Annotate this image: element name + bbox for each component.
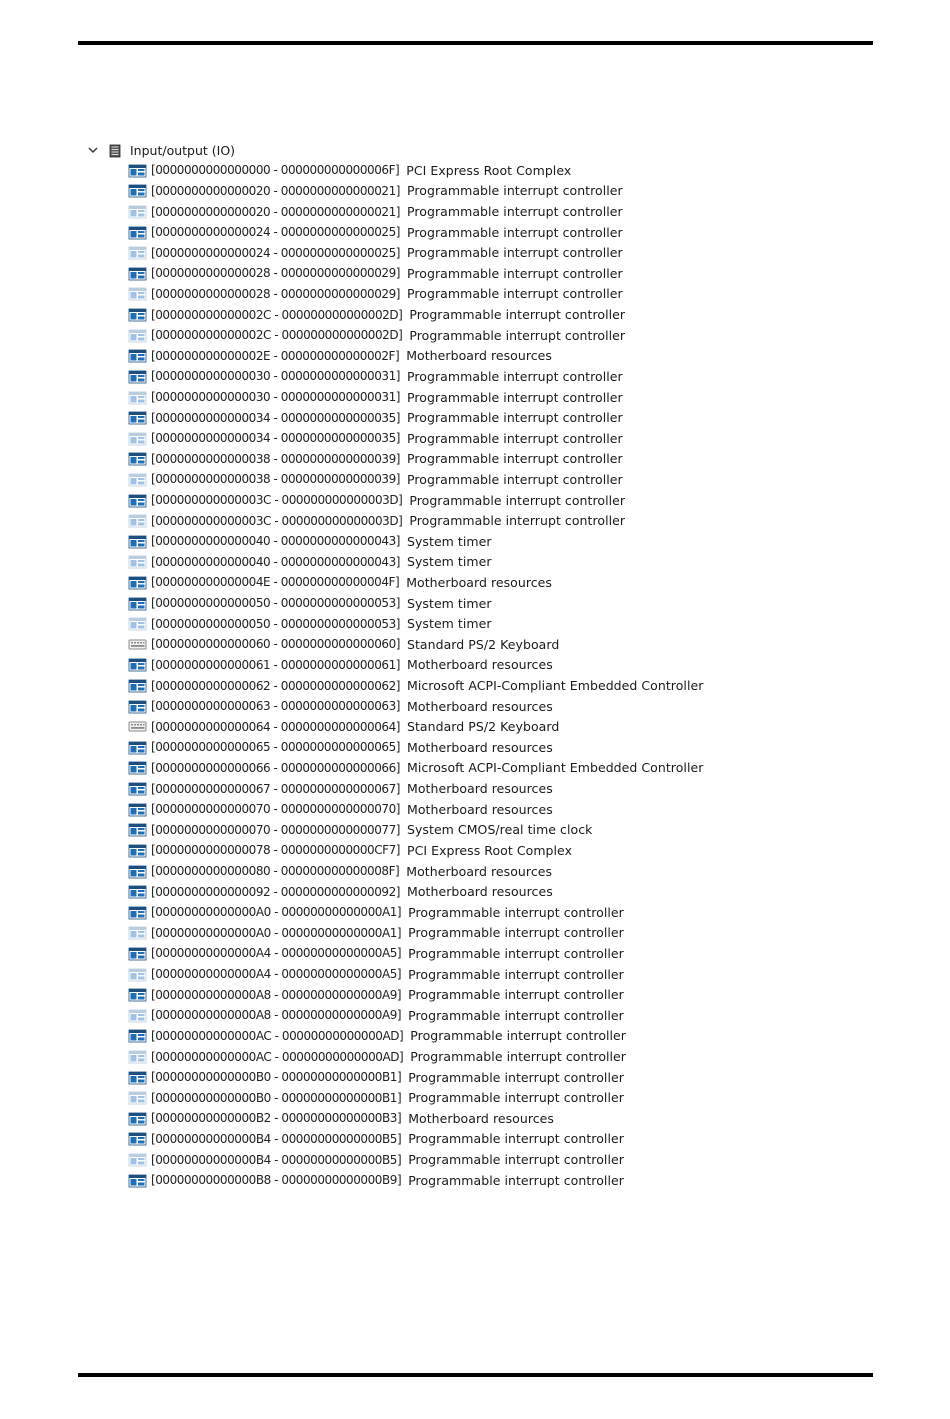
device-name: Programmable interrupt controller [407, 389, 623, 405]
device-name: Programmable interrupt controller [408, 1007, 624, 1023]
device-name: Programmable interrupt controller [408, 1131, 624, 1147]
device-folder-icon [128, 1173, 147, 1188]
device-name: Programmable interrupt controller [409, 307, 626, 323]
io-range: [0000000000000061 - 0000000000000061] [151, 657, 400, 672]
device-folder-faded-icon [128, 390, 147, 405]
io-range: [0000000000000030 - 0000000000000031] [151, 369, 400, 384]
io-range: [0000000000000028 - 0000000000000029] [151, 286, 400, 301]
list-item[interactable] [86, 552, 786, 573]
device-name: Programmable interrupt controller [407, 183, 623, 199]
io-range: [00000000000000A8 - 00000000000000A9] [151, 1008, 402, 1023]
device-folder-icon [128, 493, 147, 508]
io-range: [000000000000003C - 000000000000003D] [151, 513, 403, 528]
device-name: Programmable interrupt controller [408, 1172, 624, 1188]
device-folder-icon [128, 699, 147, 714]
device-name: Programmable interrupt controller [410, 1028, 626, 1044]
device-name: Programmable interrupt controller [407, 265, 623, 281]
device-name: Motherboard resources [406, 348, 552, 364]
io-range: [000000000000004E - 000000000000004F] [151, 575, 400, 590]
list-item[interactable] [86, 407, 786, 428]
device-folder-icon [128, 266, 147, 281]
list-item[interactable] [86, 861, 786, 882]
list-item[interactable] [86, 449, 786, 470]
list-item[interactable] [86, 1067, 786, 1088]
list-item[interactable] [86, 593, 786, 614]
io-range: [0000000000000050 - 0000000000000053] [151, 596, 400, 611]
device-manager-tree [86, 140, 786, 1190]
device-name: Programmable interrupt controller [409, 513, 626, 529]
io-range: [0000000000000070 - 0000000000000070] [151, 802, 400, 817]
device-name: Programmable interrupt controller [408, 987, 624, 1003]
device-name: System CMOS/real time clock [407, 822, 593, 838]
io-range: [000000000000003C - 000000000000003D] [151, 493, 403, 508]
device-folder-icon [128, 781, 147, 796]
device-folder-faded-icon [128, 967, 147, 982]
device-name: System timer [407, 616, 492, 632]
io-range: [00000000000000A4 - 00000000000000A5] [151, 946, 402, 961]
device-name: Programmable interrupt controller [408, 966, 624, 982]
list-item[interactable] [86, 325, 786, 346]
keyboard-icon [128, 637, 147, 652]
device-folder-icon [128, 1131, 147, 1146]
list-item[interactable] [86, 1005, 786, 1026]
list-item[interactable] [86, 675, 786, 696]
device-name: Programmable interrupt controller [407, 245, 623, 261]
device-name: Motherboard resources [407, 801, 553, 817]
device-folder-icon [128, 884, 147, 899]
device-name: System timer [407, 533, 492, 549]
device-folder-icon [128, 822, 147, 837]
io-range: [0000000000000020 - 0000000000000021] [151, 183, 400, 198]
io-range: [0000000000000040 - 0000000000000043] [151, 554, 400, 569]
list-item[interactable] [86, 964, 786, 985]
list-item[interactable] [86, 696, 786, 717]
list-item[interactable] [86, 778, 786, 799]
device-folder-icon [128, 987, 147, 1002]
list-item[interactable] [86, 902, 786, 923]
list-item[interactable] [86, 304, 786, 325]
device-folder-faded-icon [128, 1008, 147, 1023]
device-folder-faded-icon [128, 431, 147, 446]
io-range: [0000000000000064 - 0000000000000064] [151, 719, 400, 734]
device-name: System timer [407, 554, 492, 570]
device-folder-icon [128, 1111, 147, 1126]
device-name: Programmable interrupt controller [408, 925, 624, 941]
tree-root-io[interactable] [86, 140, 786, 160]
list-item[interactable] [86, 242, 786, 263]
device-name: Motherboard resources [407, 739, 553, 755]
io-chip-icon [108, 143, 122, 157]
list-item[interactable] [86, 1149, 786, 1170]
list-item[interactable] [86, 737, 786, 758]
io-range: [000000000000002C - 000000000000002D] [151, 307, 403, 322]
device-folder-faded-icon [128, 328, 147, 343]
io-range: [00000000000000AC - 00000000000000AD] [151, 1049, 404, 1064]
list-item[interactable] [86, 820, 786, 841]
device-name: Standard PS/2 Keyboard [407, 636, 560, 652]
device-name: Programmable interrupt controller [407, 451, 623, 467]
device-name: Programmable interrupt controller [407, 471, 623, 487]
io-range: [00000000000000B4 - 00000000000000B5] [151, 1131, 402, 1146]
device-folder-icon [128, 946, 147, 961]
device-name: Programmable interrupt controller [407, 224, 623, 240]
device-folder-faded-icon [128, 1090, 147, 1105]
list-item[interactable] [86, 1129, 786, 1150]
list-item[interactable] [86, 345, 786, 366]
bottom-page-rule [78, 1373, 873, 1377]
device-folder-icon [128, 451, 147, 466]
list-item[interactable] [86, 510, 786, 531]
list-item[interactable] [86, 840, 786, 861]
device-folder-faded-icon [128, 1152, 147, 1167]
device-folder-icon [128, 163, 147, 178]
device-folder-faded-icon [128, 472, 147, 487]
io-range: [0000000000000040 - 0000000000000043] [151, 534, 400, 549]
device-folder-icon [128, 348, 147, 363]
list-item[interactable] [86, 1087, 786, 1108]
device-name: System timer [407, 595, 492, 611]
device-name: Programmable interrupt controller [408, 1152, 624, 1168]
io-range: [0000000000000063 - 0000000000000063] [151, 699, 400, 714]
device-folder-icon [128, 225, 147, 240]
io-range: [00000000000000B0 - 00000000000000B1] [151, 1070, 402, 1085]
list-item[interactable] [86, 531, 786, 552]
device-folder-faded-icon [128, 1049, 147, 1064]
device-folder-icon [128, 657, 147, 672]
io-range: [0000000000000070 - 0000000000000077] [151, 822, 400, 837]
device-folder-icon [128, 307, 147, 322]
io-range: [00000000000000B2 - 00000000000000B3] [151, 1111, 402, 1126]
io-range: [0000000000000062 - 0000000000000062] [151, 678, 400, 693]
list-item[interactable] [86, 284, 786, 305]
list-item[interactable] [86, 1170, 786, 1191]
device-name: Motherboard resources [408, 1110, 554, 1126]
io-resource-list [86, 160, 786, 1190]
device-folder-faded-icon [128, 245, 147, 260]
io-range: [00000000000000B8 - 00000000000000B9] [151, 1173, 402, 1188]
io-range: [0000000000000030 - 0000000000000031] [151, 390, 400, 404]
device-name: Motherboard resources [407, 884, 553, 900]
list-item[interactable] [86, 655, 786, 676]
list-item[interactable] [86, 634, 786, 655]
list-item[interactable] [86, 490, 786, 511]
device-name: Motherboard resources [406, 574, 552, 590]
device-folder-icon [128, 802, 147, 817]
io-range: [0000000000000038 - 0000000000000039] [151, 451, 400, 466]
list-item[interactable] [86, 387, 786, 408]
device-name: Programmable interrupt controller [408, 1069, 624, 1085]
list-item[interactable] [86, 469, 786, 490]
list-item[interactable] [86, 984, 786, 1005]
device-name: Programmable interrupt controller [408, 1090, 624, 1106]
list-item[interactable] [86, 428, 786, 449]
io-range: [0000000000000067 - 0000000000000067] [151, 781, 400, 796]
device-name: Programmable interrupt controller [407, 204, 623, 220]
io-range: [0000000000000034 - 0000000000000035] [151, 431, 400, 446]
chevron-down-icon[interactable] [86, 143, 100, 157]
list-item[interactable] [86, 943, 786, 964]
device-folder-icon [128, 1070, 147, 1085]
device-name: Standard PS/2 Keyboard [407, 719, 560, 735]
device-name: Programmable interrupt controller [407, 410, 623, 426]
io-range: [000000000000002E - 000000000000002F] [151, 348, 400, 363]
device-folder-icon [128, 905, 147, 920]
io-range: [00000000000000A0 - 00000000000000A1] [151, 925, 402, 940]
device-name: Microsoft ACPI-Compliant Embedded Controller [407, 678, 704, 694]
io-range: [00000000000000AC - 00000000000000AD] [151, 1028, 404, 1043]
device-folder-icon [128, 575, 147, 590]
device-folder-icon [128, 534, 147, 549]
device-name: PCI Express Root Complex [407, 842, 573, 858]
list-item[interactable] [86, 758, 786, 779]
io-range: [0000000000000080 - 000000000000008F] [151, 864, 400, 879]
device-name: Programmable interrupt controller [408, 904, 624, 920]
device-folder-faded-icon [128, 286, 147, 301]
device-name: Motherboard resources [407, 657, 553, 673]
list-item[interactable] [86, 1046, 786, 1067]
device-folder-faded-icon [128, 204, 147, 219]
device-folder-icon [128, 760, 147, 775]
io-range: [0000000000000024 - 0000000000000025] [151, 245, 400, 260]
device-folder-icon [128, 410, 147, 425]
top-page-rule [78, 41, 873, 45]
keyboard-icon [128, 719, 147, 734]
tree-root-label: Input/output (IO) [130, 142, 236, 158]
device-name: Programmable interrupt controller [407, 430, 623, 446]
list-item[interactable] [86, 201, 786, 222]
list-item[interactable] [86, 716, 786, 737]
device-folder-icon [128, 183, 147, 198]
io-range: [00000000000000A4 - 00000000000000A5] [151, 967, 402, 982]
device-folder-icon [128, 678, 147, 693]
device-name: Programmable interrupt controller [408, 945, 624, 961]
device-folder-icon [128, 1028, 147, 1043]
device-name: Motherboard resources [407, 698, 553, 714]
list-item[interactable] [86, 881, 786, 902]
io-range: [0000000000000065 - 0000000000000065] [151, 740, 400, 755]
io-range: [00000000000000A0 - 00000000000000A1] [151, 905, 402, 920]
io-range: [0000000000000000 - 000000000000006F] [151, 163, 400, 178]
io-range: [0000000000000028 - 0000000000000029] [151, 266, 400, 281]
device-name: PCI Express Root Complex [406, 162, 572, 178]
list-item[interactable] [86, 160, 786, 181]
io-range: [00000000000000B4 - 00000000000000B5] [151, 1152, 402, 1167]
io-range: [0000000000000060 - 0000000000000060] [151, 637, 400, 652]
io-range: [0000000000000020 - 0000000000000021] [151, 204, 400, 219]
device-name: Microsoft ACPI-Compliant Embedded Controller [407, 760, 704, 776]
list-item[interactable] [86, 923, 786, 944]
list-item[interactable] [86, 572, 786, 593]
device-name: Programmable interrupt controller [407, 286, 623, 302]
io-range: [0000000000000050 - 0000000000000053] [151, 616, 400, 631]
list-item[interactable] [86, 1026, 786, 1047]
list-item[interactable] [86, 799, 786, 820]
io-range: [0000000000000034 - 0000000000000035] [151, 410, 400, 425]
device-name: Programmable interrupt controller [410, 1049, 626, 1064]
device-folder-icon [128, 369, 147, 384]
list-item[interactable] [86, 366, 786, 387]
io-range: [00000000000000A8 - 00000000000000A9] [151, 987, 402, 1002]
list-item[interactable] [86, 222, 786, 243]
list-item[interactable] [86, 181, 786, 202]
device-folder-faded-icon [128, 554, 147, 569]
io-range: [00000000000000B0 - 00000000000000B1] [151, 1090, 402, 1105]
io-range: [0000000000000066 - 0000000000000066] [151, 760, 400, 775]
list-item[interactable] [86, 613, 786, 634]
device-name: Motherboard resources [407, 781, 553, 797]
device-name: Programmable interrupt controller [407, 368, 623, 384]
list-item[interactable] [86, 1108, 786, 1129]
device-folder-faded-icon [128, 616, 147, 631]
device-folder-faded-icon [128, 513, 147, 528]
device-folder-icon [128, 843, 147, 858]
device-folder-icon [128, 596, 147, 611]
device-folder-icon [128, 864, 147, 879]
list-item[interactable] [86, 263, 786, 284]
io-range: [0000000000000078 - 0000000000000CF7] [151, 843, 400, 858]
device-folder-faded-icon [128, 925, 147, 940]
io-range: [0000000000000092 - 0000000000000092] [151, 884, 400, 899]
device-name: Programmable interrupt controller [409, 327, 626, 343]
io-range: [0000000000000024 - 0000000000000025] [151, 225, 400, 240]
io-range: [000000000000002C - 000000000000002D] [151, 328, 403, 343]
device-name: Motherboard resources [406, 863, 553, 879]
io-range: [0000000000000038 - 0000000000000039] [151, 472, 400, 487]
device-folder-icon [128, 740, 147, 755]
device-name: Programmable interrupt controller [409, 492, 626, 508]
